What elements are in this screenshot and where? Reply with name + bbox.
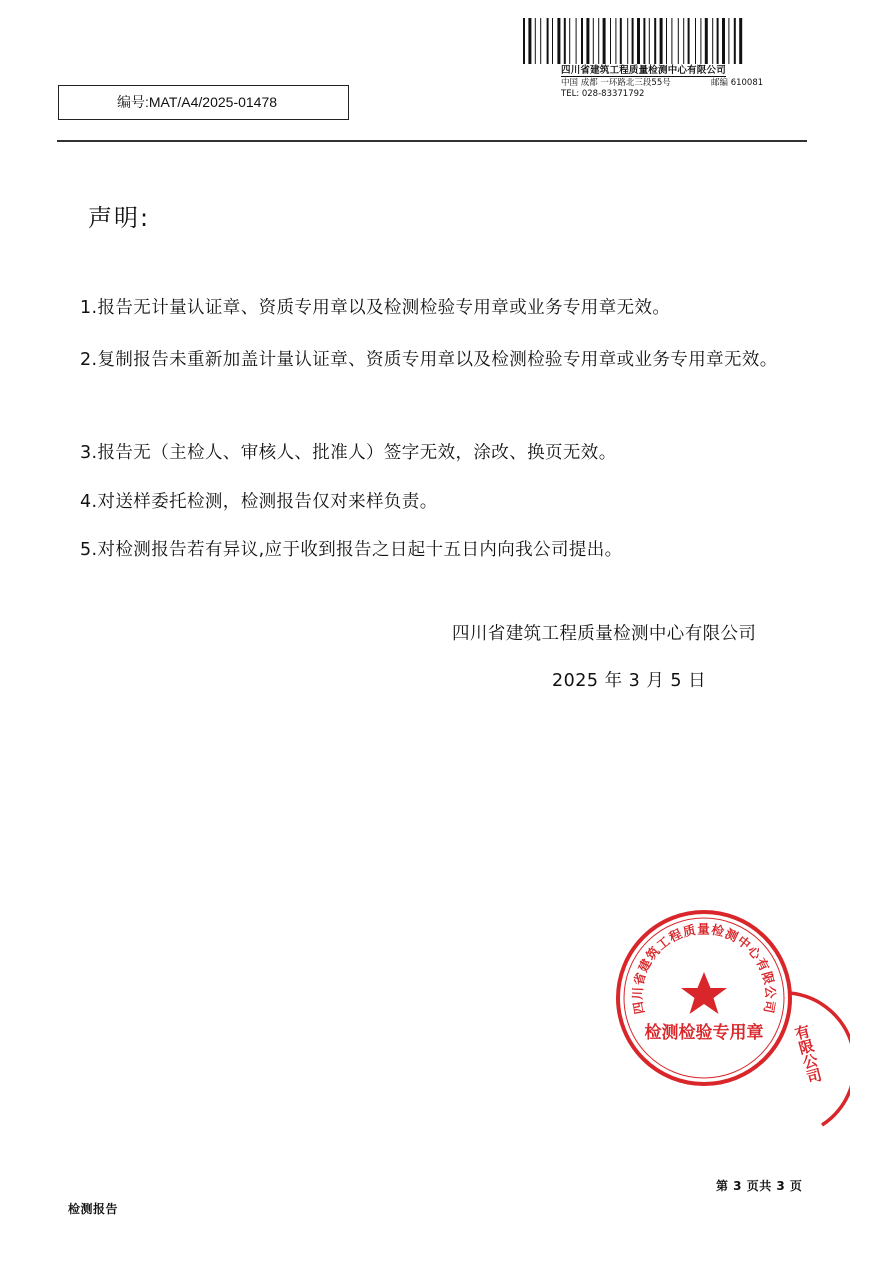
statement-item: 2.复制报告未重新加盖计量认证章、资质专用章以及检测检验专用章或业务专用章无效。 xyxy=(80,350,778,370)
header-address: 中国 成都 一环路北三段55号 xyxy=(561,78,671,88)
seal-ring-text: 四川省建筑工程质量检测中心有限公司 xyxy=(629,921,779,1016)
statement-title: 声明: xyxy=(88,204,151,232)
report-number: 编号:MAT/A4/2025-01478 xyxy=(117,94,278,110)
seal-main-text: 检测检验专用章 xyxy=(644,1023,764,1043)
statement-item: 5.对检测报告若有异议,应于收到报告之日起十五日内向我公司提出。 xyxy=(80,540,623,560)
report-number-box xyxy=(58,85,349,120)
header-postal-code: 邮编 610081 xyxy=(711,78,764,88)
header-divider xyxy=(57,140,807,142)
barcode-icon xyxy=(521,18,797,64)
footer-label: 检测报告 xyxy=(68,1202,119,1216)
page-number: 第 3 页共 3 页 xyxy=(716,1179,803,1193)
signature-date: 2025 年 3 月 5 日 xyxy=(552,671,707,691)
partial-seal-text: 有限公司 xyxy=(791,1022,825,1086)
header-tel: TEL: 028-83371792 xyxy=(561,89,645,99)
statement-item: 3.报告无（主检人、审核人、批准人）签字无效，涂改、换页无效。 xyxy=(80,443,617,463)
statement-item: 1.报告无计量认证章、资质专用章以及检测检验专用章或业务专用章无效。 xyxy=(80,298,671,318)
statement-item: 4.对送样委托检测，检测报告仅对来样负责。 xyxy=(80,492,438,512)
signature-company: 四川省建筑工程质量检测中心有限公司 xyxy=(452,624,757,644)
header-org-name: 四川省建筑工程质量检测中心有限公司 xyxy=(561,65,726,76)
partial-seal-icon xyxy=(760,985,850,1135)
